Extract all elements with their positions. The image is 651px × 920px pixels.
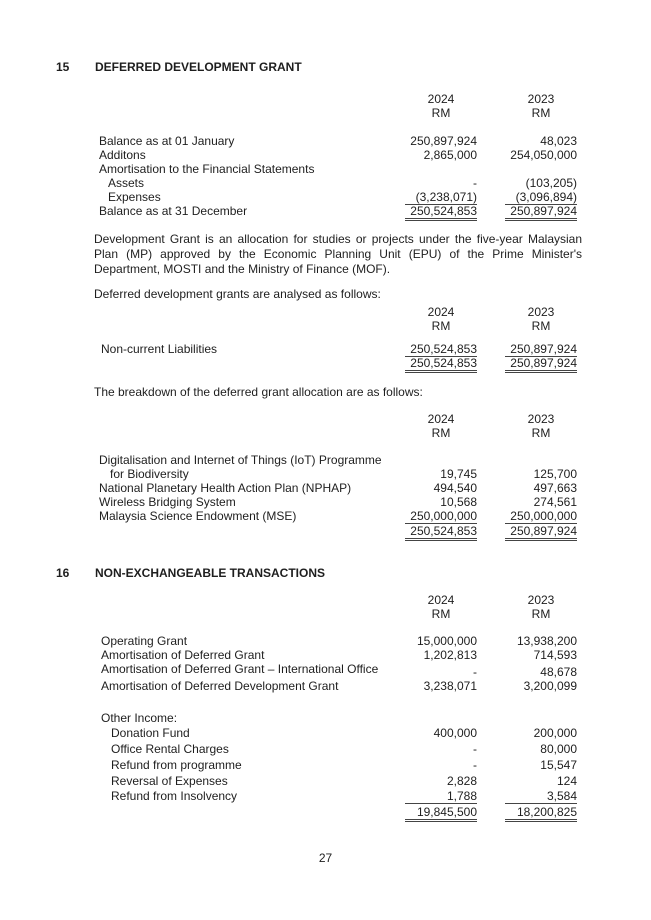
header-2024: 2024	[427, 305, 455, 319]
row-value-2024: 10,568	[440, 495, 477, 509]
row-value-2024: 250,000,000	[405, 509, 477, 524]
row-label: Additons	[99, 148, 146, 162]
row-label: Refund from Insolvency	[111, 789, 238, 803]
row-value-2024: 15,000,000	[416, 634, 477, 648]
row-label: Operating Grant	[101, 634, 188, 648]
row-value-2023: 13,938,200	[516, 634, 577, 648]
row-value-2023: 124	[556, 774, 577, 788]
row-label: Balance as at 31 December	[99, 204, 248, 218]
header-2023: 2023	[527, 305, 555, 319]
header-unit-2023: RM	[531, 319, 551, 333]
row-value-2023: 250,897,924	[505, 342, 577, 357]
page-number: 27	[318, 851, 333, 865]
row-value-2024: 250,897,924	[410, 134, 477, 148]
breakdown-intro: The breakdown of the deferred grant allocation are as follows:	[94, 385, 423, 399]
row-value-2023: 125,700	[533, 467, 577, 481]
row-label: Malaysia Science Endowment (MSE)	[99, 509, 297, 523]
header-2024: 2024	[427, 412, 455, 426]
row-value-2024: 250,524,853	[405, 342, 477, 357]
header-unit-2024: RM	[431, 607, 451, 621]
row-value-2024: 494,540	[433, 481, 477, 495]
row-value-2023: 250,897,924	[505, 204, 577, 221]
development-grant-paragraph: Development Grant is an allocation for studies or projects under the five-year Malaysian Plan (MP) approved by the Economic Planning Unit (EPU) of the Prime Minister's Department, MOSTI and the Ministry of Finance (MOF).	[94, 232, 582, 276]
row-value-2024: 250,524,853	[405, 204, 477, 221]
row-value-2023: 200,000	[533, 726, 577, 740]
row-value-2023: 250,000,000	[505, 509, 577, 524]
total-2023: 250,897,924	[505, 356, 577, 373]
header-unit-2024: RM	[431, 319, 451, 333]
header-2024: 2024	[427, 593, 455, 607]
row-label: National Planetary Health Action Plan (NPHAP)	[99, 481, 352, 495]
row-value-2024: -	[473, 758, 477, 772]
row-label: Reversal of Expenses	[111, 774, 228, 788]
total-2024: 250,524,853	[405, 356, 477, 373]
row-value-2024: -	[473, 665, 477, 679]
row-value-2023: 497,663	[533, 481, 577, 495]
row-value-2023: (3,096,894)	[505, 188, 577, 205]
row-value-2023: 3,584	[505, 789, 577, 804]
analysed-intro: Deferred development grants are analysed as follows:	[94, 287, 381, 301]
row-value-2023: 48,678	[540, 665, 577, 679]
row-label: Donation Fund	[111, 726, 190, 740]
row-value-2023: 48,023	[540, 134, 577, 148]
row-label: Non-current Liabilities	[101, 342, 218, 356]
row-value-2023: 714,593	[533, 648, 577, 662]
row-value-2023: 254,050,000	[510, 148, 577, 162]
row-label: Wireless Bridging System	[99, 495, 236, 509]
row-value-2023: 15,547	[540, 758, 577, 772]
header-unit-2023: RM	[531, 426, 551, 440]
row-label: Amortisation of Deferred Grant – International Office	[101, 662, 379, 676]
header-unit-2024: RM	[431, 106, 451, 120]
total-2023: 18,200,825	[505, 805, 577, 822]
header-unit-2024: RM	[431, 426, 451, 440]
section-16-title: NON-EXCHANGEABLE TRANSACTIONS	[95, 566, 326, 580]
row-value-2024: 1,202,813	[423, 648, 477, 662]
other-income-label: Other Income:	[101, 711, 178, 725]
row-label: Refund from programme	[111, 758, 242, 772]
header-2023: 2023	[527, 412, 555, 426]
header-unit-2023: RM	[531, 607, 551, 621]
total-2024: 19,845,500	[405, 805, 477, 822]
row-value-2024: -	[473, 742, 477, 756]
row-label: Office Rental Charges	[111, 742, 229, 756]
row-label: Amortisation to the Financial Statements	[99, 162, 315, 176]
row-label: for Biodiversity	[110, 467, 189, 481]
row-label: Amortisation of Deferred Development Grant	[101, 679, 339, 693]
row-value-2024: 1,788	[405, 789, 477, 804]
section-15-number: 15	[56, 60, 70, 74]
total-2023: 250,897,924	[505, 524, 577, 541]
section-16-number: 16	[56, 566, 70, 580]
total-2024: 250,524,853	[405, 524, 477, 541]
row-label: Expenses	[108, 190, 161, 204]
row-value-2024: 2,828	[446, 774, 477, 788]
row-value-2024: -	[473, 176, 477, 190]
row-label: Assets	[108, 176, 145, 190]
row-value-2024: 3,238,071	[423, 679, 477, 693]
section-15-title: DEFERRED DEVELOPMENT GRANT	[95, 60, 302, 74]
row-value-2023: 80,000	[540, 742, 577, 756]
row-value-2024: 400,000	[433, 726, 477, 740]
row-label: Amortisation of Deferred Grant	[101, 648, 265, 662]
header-2023: 2023	[527, 92, 555, 106]
row-label: Balance as at 01 January	[99, 134, 235, 148]
row-value-2024: 2,865,000	[423, 148, 477, 162]
row-value-2023: 3,200,099	[523, 679, 577, 693]
row-value-2024: (3,238,071)	[405, 188, 477, 205]
header-unit-2023: RM	[531, 106, 551, 120]
header-2024: 2024	[427, 92, 455, 106]
header-2023: 2023	[527, 593, 555, 607]
row-value-2024: 19,745	[440, 467, 477, 481]
row-value-2023: (103,205)	[525, 176, 577, 190]
row-label: Digitalisation and Internet of Things (IoT) Programme	[99, 453, 382, 467]
row-value-2023: 274,561	[533, 495, 577, 509]
